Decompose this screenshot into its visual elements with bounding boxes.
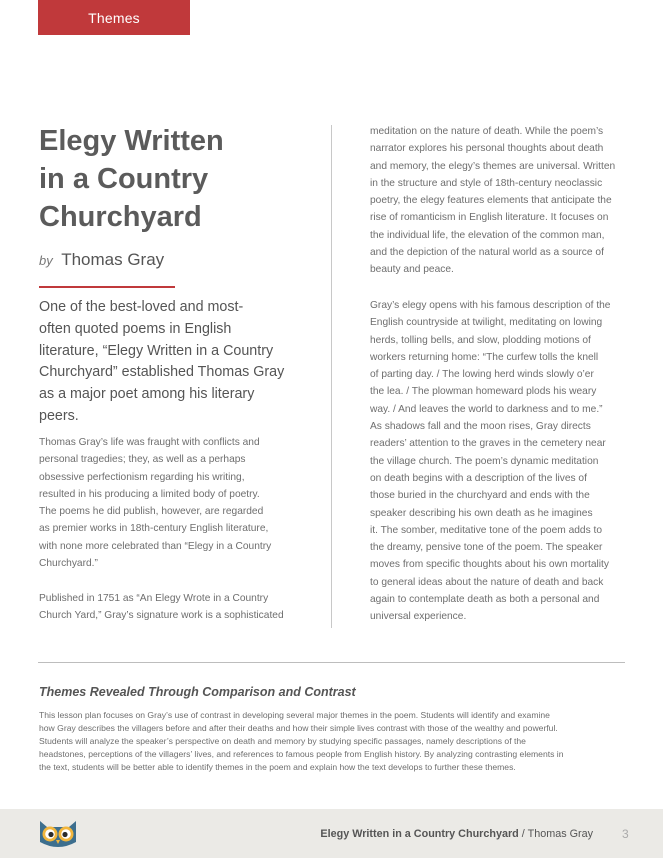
text-line: personal tragedies; they, as well as a perhaps	[39, 454, 246, 466]
text-line: and memory, the elegy’s themes are universal. Written	[370, 160, 616, 172]
text-line: as premier works in 18th-century English literature,	[39, 523, 269, 535]
text-line: to general ideas about the nature of death and back	[370, 576, 604, 588]
owl-logo-icon	[37, 818, 79, 850]
text-line: of parting day. / The lowing herd winds slowly o’er	[370, 369, 594, 381]
text-line: the village church. The poem’s dynamic meditation	[370, 455, 599, 467]
lead-line: peers.	[39, 407, 79, 424]
text-line: and the depiction of the natural world as a source of	[370, 247, 604, 259]
lead-paragraph	[39, 297, 309, 428]
left-paragraph-1	[39, 434, 271, 572]
text-line: Gray’s elegy opens with his famous description of the	[370, 300, 611, 311]
lead-line: often quoted poems in English	[39, 320, 232, 337]
lead-line: One of the best-loved and most-	[39, 299, 244, 315]
section-divider	[38, 662, 625, 663]
right-paragraph-2	[370, 297, 610, 626]
byline-by: by	[39, 253, 53, 268]
text-line: headstones, perceptions of the villagers’ lives, and references to famous people from English history. By analyzing contrasting elements in	[39, 749, 564, 760]
text-line: readers’ attention to the graves in the cemetery near	[370, 438, 606, 450]
column-divider	[331, 125, 332, 628]
text-line: with none more celebrated than “Elegy in a Country	[39, 540, 272, 552]
footer-poem-title: Elegy Written in a Country Churchyard	[320, 828, 519, 840]
text-line: Thomas Gray’s life was fraught with conflicts and	[39, 437, 260, 448]
text-line: it. The somber, meditative tone of the poem adds to	[370, 524, 602, 536]
section-heading: Themes Revealed Through Comparison and Contrast	[39, 685, 356, 699]
text-line: how Gray describes the villagers before and after their deaths and how their simple lives contrast with those of the wealthy and powerful.	[39, 723, 558, 734]
text-line: resulted in his producing a limited body of poetry.	[39, 488, 260, 500]
text-line: Students will analyze the speaker’s perspective on death and memory by studying specific passages, namely descriptions of the	[39, 736, 526, 747]
section-paragraph	[39, 709, 564, 774]
page-number: 3	[622, 827, 629, 841]
footer-title	[320, 828, 593, 840]
text-line: Published in 1751 as “An Elegy Wrote in a Country	[39, 593, 269, 604]
text-line: speaker describing his own death as he imagines	[370, 507, 593, 519]
byline	[39, 250, 164, 270]
text-line: again to contemplate death as both a personal and	[370, 594, 600, 606]
title-line: Churchyard	[39, 201, 202, 233]
text-line: narrator explores his personal thoughts about death	[370, 143, 604, 155]
text-line: the text, students will be better able to identify themes in the poem and explain how the text develops to further these themes.	[39, 762, 516, 773]
byline-author: Thomas Gray	[61, 250, 165, 269]
page-title	[39, 122, 309, 236]
text-line: moves from specific thoughts about his own mortality	[370, 559, 609, 571]
lead-line: Churchyard” established Thomas Gray	[39, 364, 285, 381]
text-line: meditation on the nature of death. While the poem’s	[370, 126, 604, 137]
left-paragraph-2	[39, 590, 284, 625]
lead-line: literature, “Elegy Written in a Country	[39, 342, 274, 359]
text-line: English countryside at twilight, meditating on lowing	[370, 317, 603, 329]
page-footer	[0, 809, 663, 858]
title-rule	[39, 286, 175, 288]
lead-line: as a major poet among his literary	[39, 386, 255, 403]
footer-separator: /	[518, 828, 528, 840]
text-line: obsessive perfectionism regarding his writing,	[39, 471, 245, 483]
title-line: Elegy Written	[39, 125, 224, 157]
text-line: those buried in the churchyard and ends with the	[370, 490, 590, 502]
text-line: universal experience.	[370, 611, 467, 623]
text-line: the individual life, the elevation of the common man,	[370, 229, 605, 241]
text-line: poetry, the elegy features elements that anticipate the	[370, 195, 612, 207]
themes-tab: Themes	[38, 0, 190, 35]
text-line: Church Yard,” Gray’s signature work is a sophisticated	[39, 610, 284, 622]
text-line: Churchyard.”	[39, 558, 98, 570]
title-line: in a Country	[39, 163, 209, 195]
text-line: workers returning home: “The curfew tolls the knell	[370, 351, 599, 363]
text-line: rise of romanticism in English literature. It focuses on	[370, 212, 609, 224]
text-line: the lea. / The plowman homeward plods his weary	[370, 386, 597, 398]
right-paragraph-1	[370, 123, 615, 279]
text-line: As shadows fall and the moon rises, Gray directs	[370, 421, 591, 433]
text-line: herds, tolling bells, and slow, plodding motions of	[370, 334, 591, 346]
text-line: on death begins with a description of the lives of	[370, 472, 587, 484]
text-line: the dreamy, pensive tone of the poem. The speaker	[370, 542, 603, 554]
text-line: This lesson plan focuses on Gray’s use of contrast in developing several major themes in the poem. Students will identify and examine	[39, 710, 550, 720]
text-line: way. / And leaves the world to darkness and to me.”	[370, 403, 603, 415]
text-line: The poems he did publish, however, are regarded	[39, 506, 264, 518]
text-line: in the structure and style of 18th-century neoclassic	[370, 177, 603, 189]
footer-author: Thomas Gray	[527, 828, 593, 840]
text-line: beauty and peace.	[370, 264, 454, 276]
